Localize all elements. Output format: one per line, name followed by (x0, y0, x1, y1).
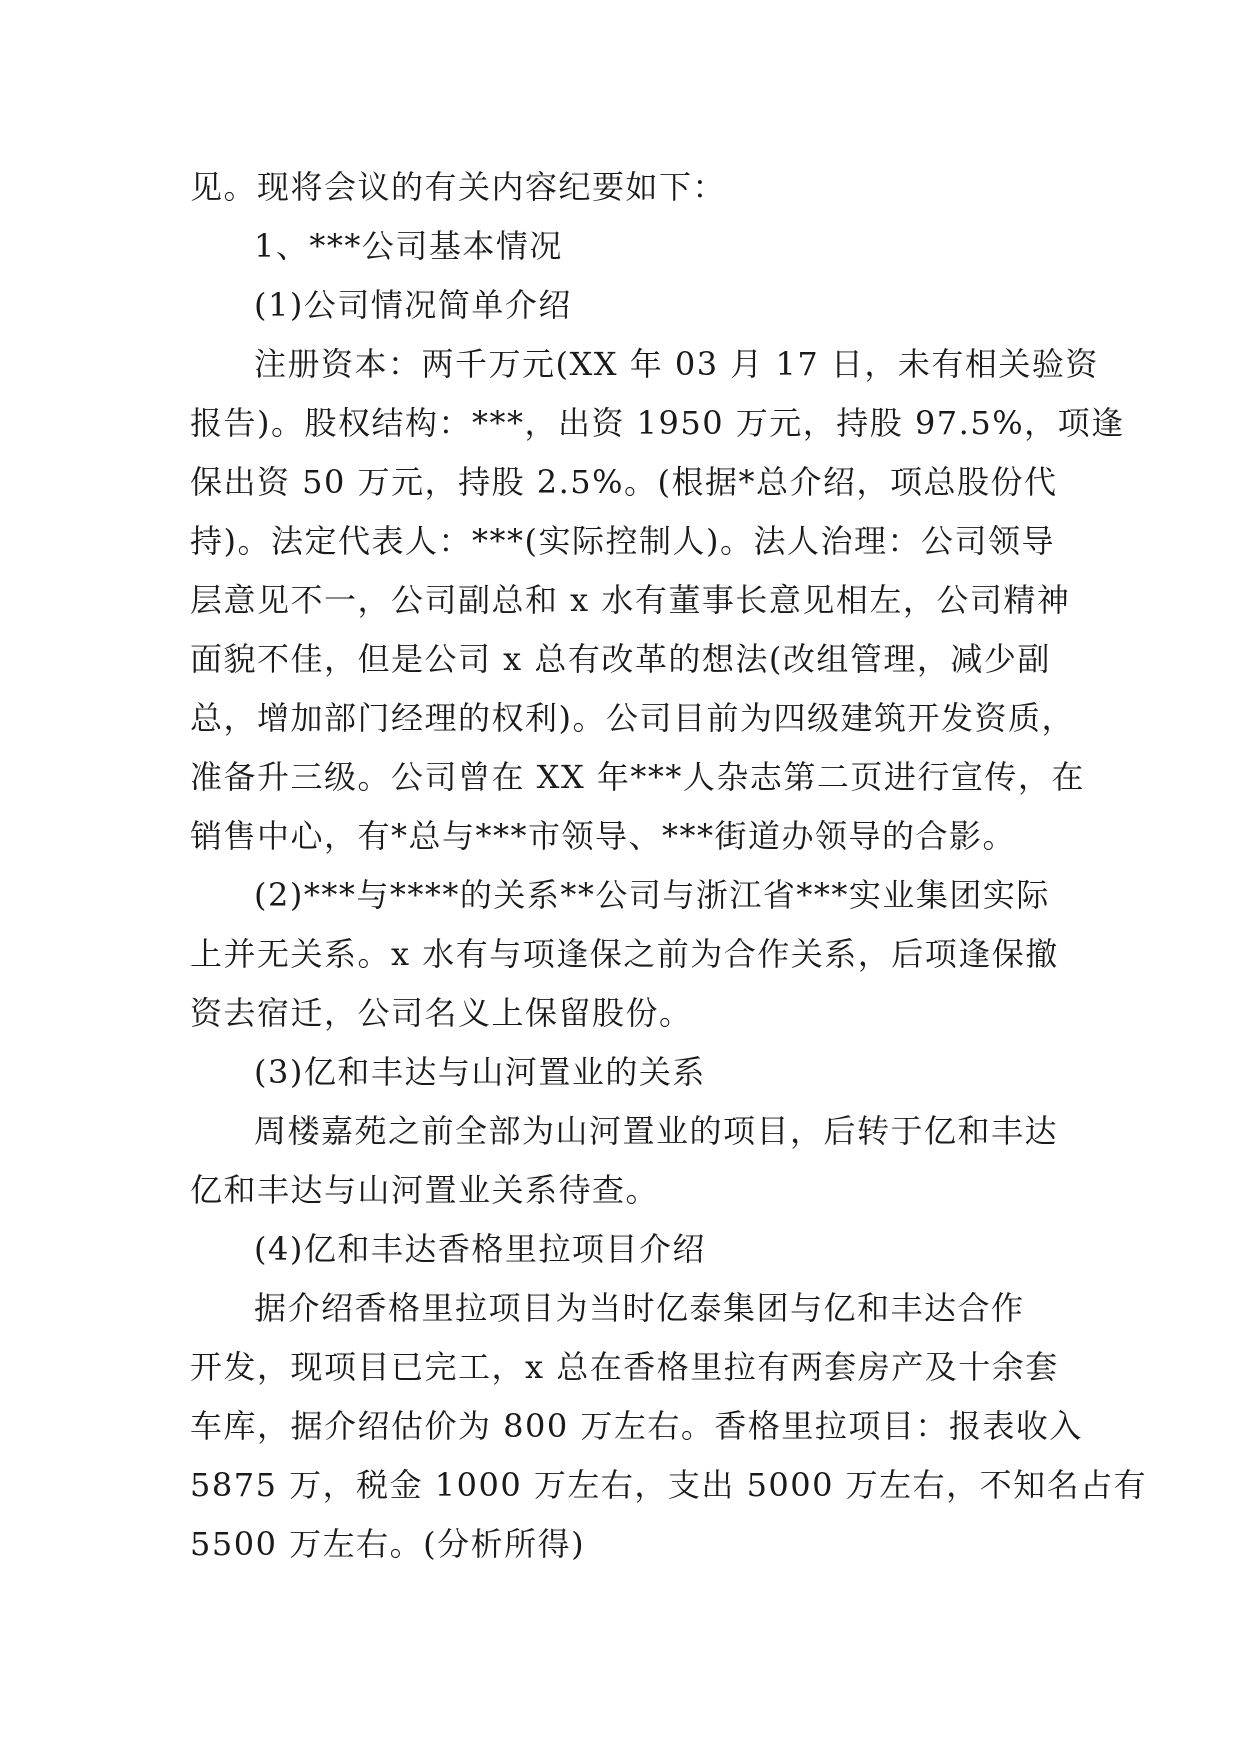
text-line: 开发，现项目已完工，x 总在香格里拉有两套房产及十余套 (190, 1348, 1059, 1386)
text-line: 注册资本：两千万元(XX 年 03 月 17 日，未有相关验资 (254, 345, 1099, 383)
text-line: 资去宿迁，公司名义上保留股份。 (190, 994, 693, 1032)
text-line: (3)亿和丰达与山河置业的关系 (254, 1053, 706, 1091)
text-line: 周楼嘉苑之前全部为山河置业的项目，后转于亿和丰达 (254, 1112, 1059, 1150)
text-line: 层意见不一，公司副总和 x 水有董事长意见相左，公司精神 (190, 581, 1071, 619)
text-line: 总，增加部门经理的权利)。公司目前为四级建筑开发资质， (190, 699, 1075, 737)
text-line: 5875 万，税金 1000 万左右，支出 5000 万左右，不知名占有 (190, 1466, 1148, 1504)
text-line: 保出资 50 万元，持股 2.5%。(根据*总介绍，项总股份代 (190, 463, 1058, 501)
text-line: 5500 万左右。(分析所得) (190, 1525, 586, 1563)
text-line: 见。现将会议的有关内容纪要如下： (190, 168, 727, 206)
text-line: 面貌不佳，但是公司 x 总有改革的想法(改组管理，减少副 (190, 640, 1051, 678)
text-line: 1、***公司基本情况 (254, 227, 563, 265)
text-line: 车库，据介绍估价为 800 万左右。香格里拉项目：报表收入 (190, 1407, 1083, 1445)
text-line: 亿和丰达与山河置业关系待查。 (190, 1171, 660, 1209)
text-line: 销售中心，有*总与***市领导、***街道办领导的合影。 (190, 817, 1017, 855)
text-line: 上并无关系。x 水有与项逢保之前为合作关系，后项逢保撤 (190, 935, 1059, 973)
text-line: 据介绍香格里拉项目为当时亿泰集团与亿和丰达合作 (254, 1289, 1025, 1327)
text-line: (4)亿和丰达香格里拉项目介绍 (254, 1230, 706, 1268)
text-line: (1)公司情况简单介绍 (254, 286, 572, 324)
text-line: 持)。法定代表人：***(实际控制人)。法人治理：公司领导 (190, 522, 1055, 560)
text-line: 报告)。股权结构：***，出资 1950 万元，持股 97.5%，项逢 (190, 404, 1125, 442)
document-body (190, 158, 1148, 1574)
text-line: 准备升三级。公司曾在 XX 年***人杂志第二页进行宣传，在 (190, 758, 1085, 796)
text-line: (2)***与****的关系**公司与浙江省***实业集团实际 (254, 876, 1050, 914)
